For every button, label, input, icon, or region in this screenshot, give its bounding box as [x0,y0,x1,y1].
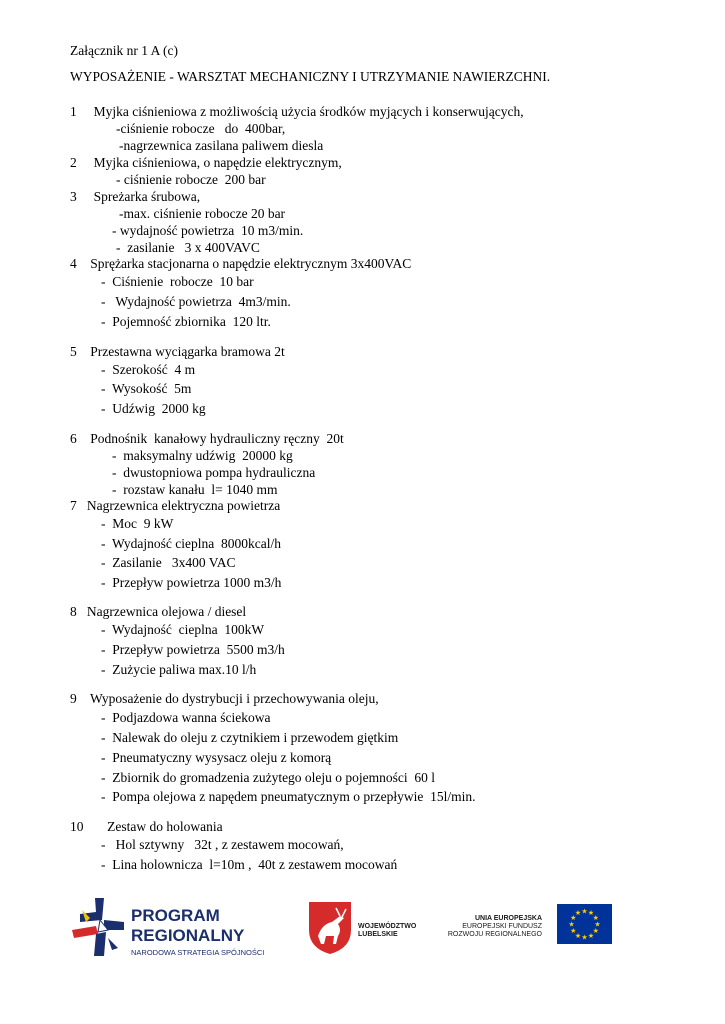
item-7-spec: - Wydajność cieplna 8000kcal/h [101,536,282,551]
program-subtitle: NARODOWA STRATEGIA SPÓJNOŚCI [131,948,265,957]
eu-star-icon: ★ [574,909,582,918]
eu-star-icon: ★ [594,920,601,929]
lubelskie-coat-of-arms [309,902,351,954]
item-3-spec: - zasilanie 3 x 400VAVC [116,240,260,255]
item-8-spec: - Wydajność cieplna 100kW [101,622,265,637]
item-6-title: 6 Podnośnik kanałowy hydrauliczny ręczny 20t [70,431,344,446]
eu-star-icon: ★ [587,931,595,940]
eu-star-icon: ★ [581,933,588,942]
item-5-title: 5 Przestawna wyciągarka bramowa 2t [70,344,285,359]
item-9-spec: - Pompa olejowa z napędem pneumatycznym o przepływie 15l/min. [101,789,476,804]
program-line1: PROGRAM [131,906,220,925]
item-2-title: 2 Myjka ciśnieniowa, o napędzie elektrycznym, [70,155,342,170]
item-7-spec: - Przepływ powietrza 1000 m3/h [101,575,282,590]
item-3-spec: -max. ciśnienie robocze 20 bar [119,206,286,221]
eu-line1: UNIA EUROPEJSKA [474,915,542,922]
document-title: WYPOSAŻENIE - WARSZTAT MECHANICZNY I UTRZYMANIE NAWIERZCHNI. [70,69,551,84]
eu-star-icon: ★ [570,927,577,935]
program-regionalny-logo [0,890,725,970]
item-3-title: 3 Spreżarka śrubowa, [70,189,201,204]
region-line1: WOJEWÓDZTWO [358,923,417,930]
item-5-spec: - Udźwig 2000 kg [101,401,206,416]
item-8-title: 8 Nagrzewnica olejowa / diesel [70,604,247,619]
item-4-spec: - Pojemność zbiornika 120 ltr. [101,314,271,329]
item-1-spec: -nagrzewnica zasilana paliwem diesla [119,138,324,153]
eu-star-icon: ★ [574,931,582,940]
eu-star-icon: ★ [568,920,575,929]
item-8-spec: - Przepływ powietrza 5500 m3/h [101,642,285,657]
item-9-spec: - Zbiornik do gromadzenia zużytego oleju o pojemności 60 l [101,770,436,785]
annex-label: Załącznik nr 1 A (c) [70,43,178,58]
item-4-spec: - Ciśnienie robocze 10 bar [101,274,254,289]
item-7-title: 7 Nagrzewnica elektryczna powietrza [70,498,281,513]
item-5-spec: - Wysokość 5m [101,381,192,396]
eu-star-icon: ★ [570,914,577,922]
item-10-spec: - Hol sztywny 32t , z zestawem mocowań, [101,837,344,852]
item-9-title: 9 Wyposażenie do dystrybucji i przechowywania oleju, [70,691,379,706]
item-1-spec: -ciśnienie robocze do 400bar, [116,121,286,136]
item-10-title: 10 Zestaw do holowania [70,819,223,834]
item-4-title: 4 Sprężarka stacjonarna o napędzie elektrycznym 3x400VAC [70,256,412,271]
eu-star-icon: ★ [581,907,588,916]
footer-logos [0,890,725,970]
program-line2: REGIONALNY [131,926,245,945]
eu-star-icon: ★ [592,914,599,922]
item-6-spec: - dwustopniowa pompa hydrauliczna [112,465,316,480]
item-2-spec: - ciśnienie robocze 200 bar [116,172,266,187]
item-9-spec: - Pneumatyczny wysysacz oleju z komorą [101,750,332,765]
eu-star-icon: ★ [592,927,599,935]
item-10-spec: - Lina holownicza l=10m , 40t z zestawem mocowań [101,857,398,872]
item-7-spec: - Moc 9 kW [101,516,174,531]
item-4-spec: - Wydajność powietrza 4m3/min. [101,294,291,309]
item-9-spec: - Nalewak do oleju z czytnikiem i przewodem giętkim [101,730,399,745]
item-3-spec: - wydajność powietrza 10 m3/min. [112,223,304,238]
eu-flag [557,904,612,944]
item-9-spec: - Podjazdowa wanna ściekowa [101,710,271,725]
item-6-spec: - maksymalny udźwig 20000 kg [112,448,293,463]
eu-line2: EUROPEJSKI FUNDUSZ [462,923,542,930]
program-star-mark [72,898,124,956]
item-5-spec: - Szerokość 4 m [101,362,196,377]
region-line2: LUBELSKIE [358,931,398,938]
item-7-spec: - Zasilanie 3x400 VAC [101,555,236,570]
item-8-spec: - Zużycie paliwa max.10 l/h [101,662,257,677]
item-1-title: 1 Myjka ciśnieniowa z możliwością użycia środków myjących i konserwujących, [70,104,524,119]
eu-star-icon: ★ [587,909,595,918]
eu-line3: ROZWOJU REGIONALNEGO [447,931,542,938]
item-6-spec: - rozstaw kanału l= 1040 mm [112,482,278,497]
